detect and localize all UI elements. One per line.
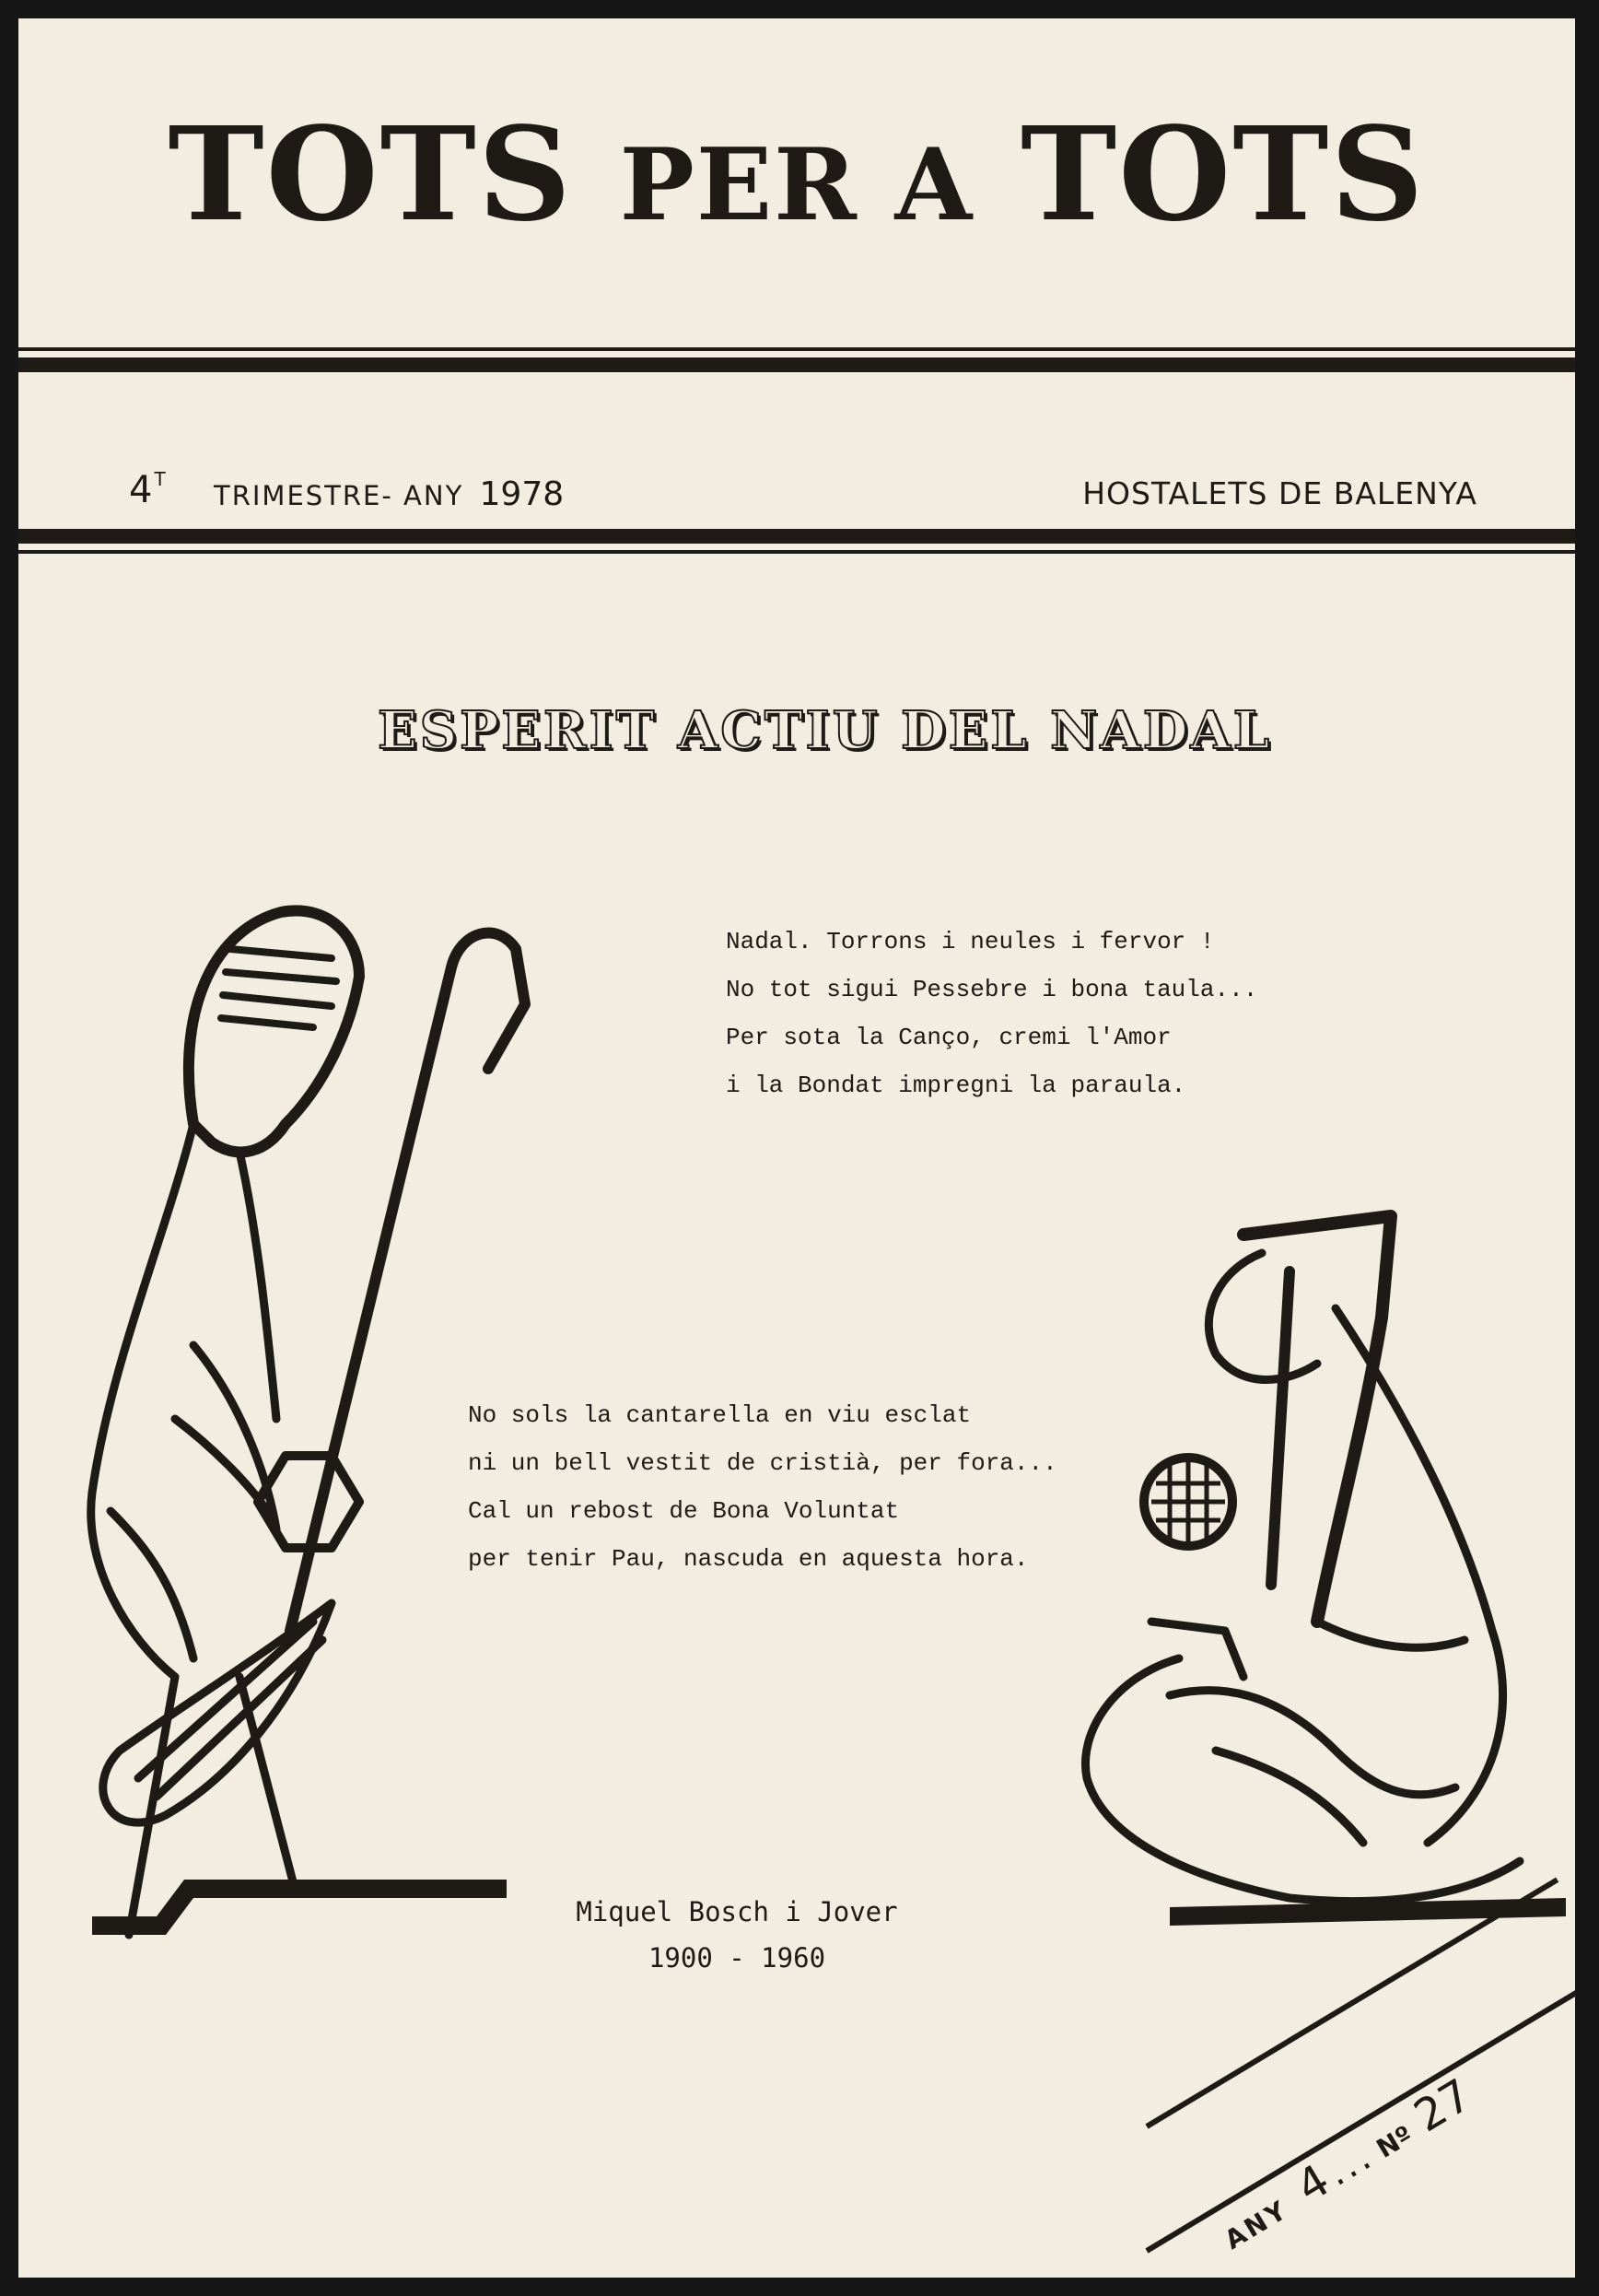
poem-line: ni un bell vestit de cristià, per fora... [468, 1449, 1057, 1477]
magazine-cover [18, 18, 1575, 2278]
masthead-word-3: TOTS [1021, 100, 1426, 251]
trimestre-label: TRIMESTRE- ANY 1978 [214, 475, 565, 513]
poem-line: No sols la cantarella en viu esclat [468, 1401, 972, 1429]
issue-year: 1978 [479, 475, 565, 513]
author-credit [461, 1889, 1013, 1981]
location-label: HOSTALETS DE BALENYA [1082, 475, 1477, 511]
separator-dots: ... [1319, 2134, 1382, 2196]
shepherd-illustration [55, 848, 534, 1953]
issue-info-row [18, 461, 1575, 516]
poem-line: Nadal. Torrons i neules i fervor ! [726, 928, 1215, 955]
poem-line: Per sota la Canço, cremi l'Amor [726, 1024, 1172, 1051]
top-rule-thin [18, 347, 1575, 351]
poem-line: i la Bondat impregni la paraula. [726, 1072, 1186, 1099]
number-value: 27 [1406, 2068, 1481, 2143]
top-rule-thick [18, 357, 1575, 372]
poem-line: per tenir Pau, nascuda en aquesta hora. [468, 1545, 1029, 1573]
poem-stanza-2 [468, 1391, 1057, 1583]
any-label: ANY [1219, 2194, 1294, 2256]
poem-line: Cal un rebost de Bona Voluntat [468, 1497, 900, 1525]
masthead-word-1: TOTS [168, 100, 573, 251]
poem-line: No tot sigui Pessebre i bona taula... [726, 976, 1258, 1003]
quarter-number: 4 $^T$ [129, 468, 166, 511]
bottom-rule-thin [18, 550, 1575, 554]
author-dates: 1900 - 1960 [648, 1942, 826, 1974]
author-name: Miquel Bosch i Jover [576, 1896, 898, 1927]
number-label: Nº [1371, 2119, 1418, 2164]
poem-stanza-1 [726, 918, 1257, 1109]
any-value: 4 [1288, 2154, 1339, 2214]
mother-child-illustration [1059, 1198, 1575, 1953]
headline: ESPERIT ACTIU DEL NADAL [378, 700, 1273, 761]
masthead-word-2: PER A [619, 127, 975, 243]
bottom-rule-thick [18, 529, 1575, 544]
masthead-title [18, 100, 1575, 251]
